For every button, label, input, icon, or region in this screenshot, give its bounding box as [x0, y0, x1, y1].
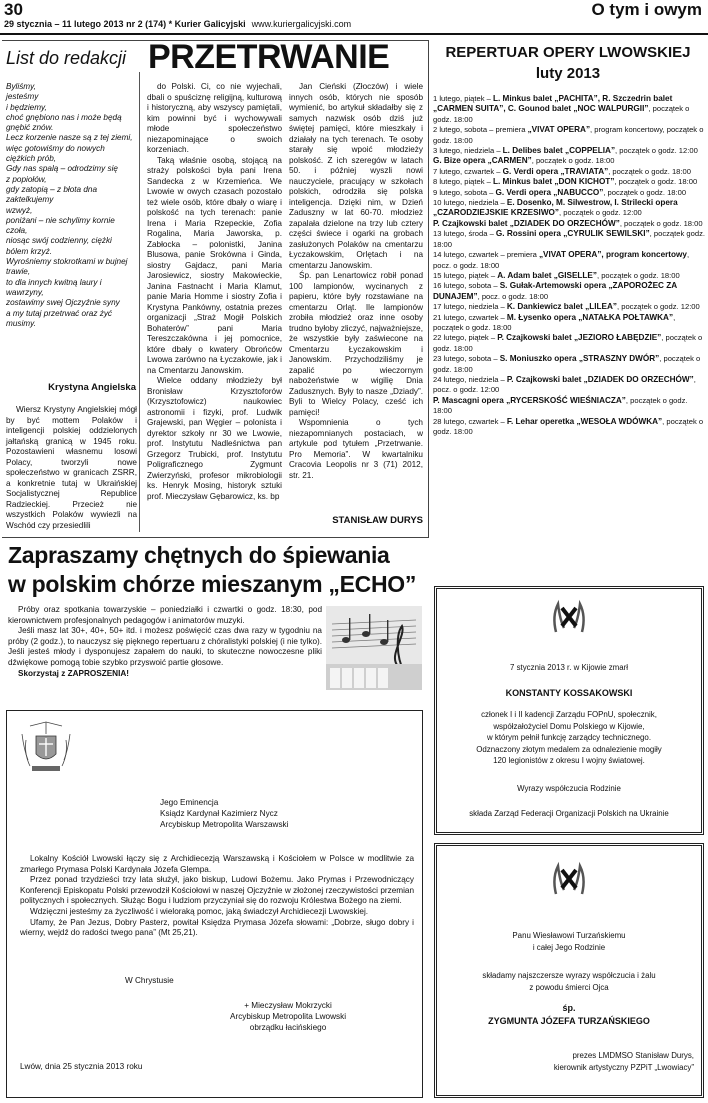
obituary-2-from — [438, 1050, 700, 1073]
repertoire-item — [433, 156, 705, 166]
performance-time: , początek o godz. 18:00 — [614, 177, 698, 187]
performance-title: G. Bize opera „CARMEN” — [433, 156, 532, 166]
repertoire-list — [433, 94, 705, 437]
repertoire-item — [433, 302, 705, 312]
letter-column-3 — [289, 82, 423, 481]
obituary-2-name: ZYGMUNTA JÓZEFA TURZAŃSKIEGO — [488, 1016, 650, 1026]
memorial-cross-icon — [548, 598, 590, 638]
letter-paragraph: Wspomnienia o tych niezapomnianych postaciach, w artykule pod tytułem „Przetrwanie. Pro Memoria”. W kwartalniku Cracovia Leopolis nr 3 (71) 2012, str. 21. — [289, 418, 423, 480]
letter-closing: W Chrystusie — [125, 976, 174, 985]
performance-time: , pocz. o godz. 12:00 — [433, 374, 696, 395]
poem-line: zaktelkujemy — [6, 195, 54, 205]
repertoire-item — [433, 188, 705, 198]
poem-line: więc gotowiśmy do nowych — [6, 143, 105, 153]
performance-title: G. Rossini opera „CYRULIK SEWILSKI” — [495, 229, 650, 239]
performance-date: 28 lutego, czwartek – — [433, 416, 507, 426]
performance-date: 14 lutego, czwartek – premiera — [433, 250, 539, 260]
letter-paragraph: Przez ponad trzydzieści trzy lata służył, jako biskup, Ludowi Bożemu. Jako Prymas i Przewodniczący Konferencji Episkopatu Polski przewodził Kościołowi w naszej Ojczyźnie w złożonej rzeczywistości przemian politycznych i społecznych. Służąc Bogu i ludziom przyczyniał się do rozwoju Królestwa Bożego na ziemi. — [20, 875, 414, 906]
performance-time: , początek o godz. 18:00 — [433, 104, 690, 124]
poem — [6, 82, 136, 329]
performance-time: , początek o godz. 12:00 — [615, 146, 698, 156]
obituary-line: z powodu śmierci Ojca — [529, 982, 609, 992]
performance-title: L. Delibes balet „COPPELIA” — [502, 146, 616, 156]
performance-date: 24 lutego, niedziela – — [433, 374, 507, 384]
recipient-line: Arcybiskup Metropolita Warszawski — [160, 820, 289, 829]
poem-line: niosąc swój codzienny, ciężki — [6, 236, 112, 246]
poem-line: wawrzyny, — [6, 287, 44, 297]
obituary-line: składamy najszczersze wyrazy współczucia i żalu — [482, 971, 656, 980]
performance-time: , początek o godz. 12:00 — [559, 208, 642, 218]
repertoire-item — [433, 198, 705, 219]
poem-line: i będziemy, — [6, 102, 47, 112]
performance-time: , początek o godz. 12:00 — [617, 302, 700, 312]
performance-title: L. Minkus balet „PACHITA”, R. Szczedrin balet „CARMEN SUITA”, C. Gounod balet „NOC WALPURGII” — [433, 94, 673, 114]
performance-time: , początek o godz. 18:00 — [531, 156, 615, 166]
performance-title: K. Dankiewicz balet „LILEA” — [506, 302, 617, 312]
performance-time: , początek o godz. 18:00 — [619, 218, 703, 228]
performance-date: 10 lutego, niedziela – — [433, 198, 507, 208]
performance-time: , początek o godz. 18:00 — [603, 187, 687, 197]
letter-label: List do redakcji — [6, 48, 127, 68]
recipient-line: Ksiądz Kardynał Kazimierz Nycz — [160, 809, 278, 818]
performance-title: G. Verdi opera „NABUCCO” — [495, 187, 604, 197]
repertoire-item — [433, 354, 705, 375]
letter-paragraph: Śp. pan Lenartowicz robił ponad 100 lampionów, wycinanych z papieru, które były rozstawiane na cmentarzu Orląt. Ile lampionów zrobiła młodzież oraz inne osoby trudno byłoby zliczyć, najważniejsze, że wszystkie były zaświecone na Cmentarzu Łyczakowskim i Janowskim. Przychodziliśmy je zapalić po wieczornym nabożeństwie w wigilię Dnia Zadusznych. Były to nasze „Dziady”. Byli to Wielcy Polacy, cześć ich pamięci! — [289, 271, 423, 417]
poem-line: wzwyż, — [6, 205, 33, 215]
performance-title: S. Gułak-Artemowski opera „ZAPOROŻEC ZA DUNAJEM” — [433, 281, 677, 301]
performance-time: , początek o godz. 18:00 — [596, 270, 680, 280]
condolence-letter-body — [20, 854, 414, 939]
choir-title-line2: w polskim chórze mieszanym „ECHO” — [8, 571, 417, 597]
performance-time: , początek o godz. 18:00 — [433, 416, 704, 436]
choir-title-line1: Zapraszamy chętnych do śpiewania — [8, 542, 390, 568]
performance-title: A. Adam balet „GISELLE” — [497, 270, 597, 280]
performance-time: , początek godz. 18:00 — [433, 229, 705, 249]
letter-column-1 — [6, 405, 137, 531]
performance-title: P. Mascagni opera „RYCERSKOŚĆ WIEŚNIACZA” — [433, 395, 626, 405]
poem-line: czoła, — [6, 226, 28, 236]
performance-title: L. Minkus balet „DON KICHOT” — [492, 177, 615, 187]
choir-text — [8, 605, 322, 679]
performance-date: 1 lutego, piątek – — [433, 94, 493, 103]
performance-date: 9 lutego, sobota – — [433, 187, 496, 197]
performance-title: „VIVAT OPERA” — [527, 125, 591, 135]
performance-title: „VIVAT OPERA”, program koncertowy — [538, 250, 687, 260]
repertoire-item — [433, 271, 705, 281]
poem-line: to dla innych kwitną laury i — [6, 277, 102, 287]
poem-author: Krystyna Angielska — [48, 382, 136, 393]
performance-time: , początek o godz. 18:00 — [433, 354, 701, 374]
coat-of-arms-icon — [20, 720, 72, 782]
obituary-1-description — [438, 709, 700, 767]
poem-line: Byliśmy, — [6, 82, 36, 91]
header-rule — [0, 33, 708, 35]
obituary-1-intro: 7 stycznia 2013 r. w Kijowie zmarł — [510, 663, 628, 672]
obituary-1-condolence: Wyrazy współczucia Rodzinie — [517, 784, 621, 793]
poem-line: poniżani – nie schylimy kornie — [6, 215, 115, 225]
obituary-line: współzałożyciel Domu Polskiego w Kijowie, — [493, 721, 645, 731]
poem-line: bólem krzyż. — [6, 246, 52, 256]
performance-date: 16 lutego, sobota – — [433, 281, 500, 291]
poem-line: gdy zatopią – z błota dna — [6, 184, 98, 194]
repertoire-item — [433, 396, 705, 417]
letter-column-2 — [147, 82, 282, 502]
site-url[interactable]: www.kuriergalicyjski.com — [251, 19, 352, 29]
page-number: 30 — [4, 0, 23, 19]
letter-title: PRZETRWANIE — [148, 38, 390, 76]
repertoire-item — [433, 417, 705, 438]
letter-paragraph: do Polski. Ci, co nie wyjechali, dbali o spuściznę religijną, kulturową i historyczną, aby wszyscy pamiętali, kim powinni być i wychowywali młode społeczeństwo niezapominające o swoich korzeniach. — [147, 82, 282, 154]
repertoire-item — [433, 94, 705, 125]
obituary-line: Odznaczony złotym medalem za odnalezienie mogiły — [476, 744, 662, 754]
performance-time: , początek o godz. 18:00 — [608, 166, 691, 176]
signature-line: Arcybiskup Metropolita Lwowski — [230, 1012, 347, 1021]
letter-signer: STANISŁAW DURYS — [332, 515, 423, 526]
obituary-line: prezes LMDMSO Stanisław Durys, — [572, 1051, 694, 1060]
letter-paragraph: Wielce oddany młodzieży był Bronisław Krzysztoforów (Krzysztofowicz) naukowiec astronomii i fizyki, prof. Ludwik Grajewski, pan Węgier – polonista i dyrektor szkoły nr 30 we Lwowie, prof. Instytutu Nadleśnictwa pan Grzegorz Trubicki, prof. Instytutu Poligraficznego Zygmunt Zwierzyński, profesor mikrobiologii ks. Henryk Mosing, historyk sztuki prof. Mieczysław Gębarowicz, ks. bp — [147, 376, 282, 501]
letter-date: Lwów, dnia 25 stycznia 2013 roku — [20, 1062, 143, 1071]
poem-line: Lecz korzenie nasze są z tej ziemi, — [6, 133, 133, 143]
poem-line: z popiołów, — [6, 174, 47, 184]
performance-date: 23 lutego, sobota – — [433, 354, 500, 364]
obituary-2-message — [438, 970, 700, 993]
poem-line: ciężkich prób, — [6, 154, 57, 164]
letter-paragraph: Jan Cieński (Złoczów) i wiele innych osób, których nie sposób wymienić, bo artykuł składałby się z samych nazwisk osób dziś już świętej pamięci, które mieszkały i działały na tych terenach. Te osoby starały się wpoić młodzieży polskość. Z ich szeregów w latach 50. i później wyszli nowi nauczyciele, pracujący w szkołach polskich, odrodziła się polska inteligencja. Dzięki nim, w Dzień Zaduszny w lat 60-70. młodzież zapalała dzielone na trzy lub cztery części świece i ogarki na grobach zasłużonych Polaków na cmentarzu Łyczakowskim, Orlętach i na cmentarzu Janowskim. — [289, 82, 423, 270]
obituary-1-from: składa Zarząd Federacji Organizacji Polskich na Ukrainie — [469, 809, 669, 818]
performance-title: G. Verdi opera „TRAVIATA” — [502, 166, 609, 176]
letter-paragraph: Wdzięczni jesteśmy za życzliwość i wieloraką pomoc, jaką świadczył Archidiecezji Lwowskiej. — [30, 906, 369, 916]
choir-cta: Skorzystaj z ZAPROSZENIA! — [18, 668, 130, 678]
memorial-cross-icon — [548, 860, 590, 900]
issue-info: 29 stycznia – 11 lutego 2013 nr 2 (174) * Kurier Galicyjski — [4, 19, 246, 29]
performance-date: 2 lutego, sobota – premiera — [433, 125, 528, 135]
repertoire-item — [433, 167, 705, 177]
repertoire-title: REPERTUAR OPERY LWOWSKIEJ luty 2013 — [445, 44, 691, 82]
performance-time: , pocz. o godz. 18:00 — [477, 291, 549, 301]
performance-title: S. Moniuszko opera „STRASZNY DWÓR” — [499, 354, 660, 364]
performance-date: 22 lutego, piątek – — [433, 333, 498, 343]
poem-line: zostawimy swej Ojczyźnie syny — [6, 298, 120, 308]
obituary-1-name: KONSTANTY KOSSAKOWSKI — [505, 688, 633, 698]
performance-date: 17 lutego, niedziela – — [433, 302, 507, 312]
obituary-line: 120 legionistów z okresu I wojny światowej. — [493, 756, 645, 765]
repertoire-item — [433, 219, 705, 229]
performance-time: , pocz. o godz. 18:00 — [433, 250, 690, 270]
obituary-2-sp: śp. — [562, 1003, 576, 1013]
poem-line: a my tutaj przetrwać oraz żyć — [6, 308, 113, 318]
performance-title: E. Dosenko, M. Silwestrow, I. Strilecki opera „CZARODZIEJSKIE KRZESIWO” — [433, 198, 678, 218]
performance-date: 21 lutego, czwartek – — [433, 312, 507, 322]
letter-paragraph: Taką właśnie osobą, stojącą na straży polskości była pani Irena Sandecka z w Krzemieńca. We Lwowie w owych czasach pozostało też wiele osób, które dbały o wiarę i polskość na tych terenach: panie Irena i Maria Rzepeckie, Zofia Rogalina, Maria Jaworska, p. Zabłocka – polonistki, Janina Blusowa, panie Srokówna i Ginda, siostry Gajdacz, pani Maria Jarosiewicz, siostry Makowieckie, Janina Fastnacht i Maria Klamut, panie Maria Homme i siostry Zofia i Krystyna Pankówny, ostatnia prezes organizacji „Straż Mogił Polskich Bohaterów” pani Maria Tereszczakówna i jej pomocnice, które dbały o kwatery Obrońców Lwowa zarówno na Łyczakowie, jak i na Cmentarzu Janowskim. — [147, 155, 282, 375]
repertoire-item — [433, 281, 705, 302]
letter-paragraph: Ufamy, że Pan Jezus, Dobry Pasterz, powitał Księdza Prymasa Józefa słowami: „Dobrze, sługo dobry i wierny, wejdź do radości twego pana” (Mt 25,21). — [20, 917, 414, 938]
repertoire-item — [433, 146, 705, 156]
performance-date: 7 lutego, czwartek – — [433, 166, 503, 176]
performance-date: 8 lutego, piątek – — [433, 177, 493, 187]
performance-title: P. Czajkowski balet „DZIADEK DO ORZECHÓW” — [506, 374, 694, 384]
column-divider — [139, 72, 140, 532]
music-notes-icon — [326, 606, 422, 690]
performance-time: , początek o godz. 18:00 — [433, 312, 676, 332]
performance-title: P. Czajkowski balet „JEZIORO ŁABĘDZIE” — [497, 333, 662, 343]
choir-paragraph-2: Jeśli masz lat 30+, 40+, 50+ itd. i możesz poświęcić czas dwa razy w tygodniu na próby (2 godz.), to nauczysz się pięknego repertuaru z chóralistyki polskiej (i nie tylko). Jeśli jesteś młody i dysponujesz zapałem do nauki, to skuteczne nowoczesne pliki dźwiękowe pomogą tobie szybko przyswoić partie głosowe. — [8, 626, 322, 667]
poem-line: trawie, — [6, 267, 31, 277]
performance-time: , początek o godz. 18:00 — [433, 395, 688, 416]
letter-border-right — [428, 40, 429, 537]
recipient-line: Jego Eminencja — [160, 798, 219, 807]
poem-line: Gdy nas spalą – odrodzimy się — [6, 164, 118, 174]
obituary-line: kierownik artystyczny PZPiT „Lwowiacy” — [553, 1062, 694, 1072]
letter-recipient — [160, 797, 288, 830]
poem-line: Wyrośniemy stokrotkami w bujnej — [6, 257, 128, 267]
repertoire-item — [433, 375, 705, 396]
section-title: O tym i owym — [591, 0, 702, 19]
repertoire-item — [433, 229, 705, 250]
performance-title: P. Czajkowski balet „DZIADEK DO ORZECHÓW” — [433, 218, 620, 228]
performance-title: F. Lehar operetka „WESOŁA WDÓWKA” — [506, 416, 663, 426]
obituary-line: w którym pełnił funkcję zarządcy technicznego. — [486, 733, 652, 742]
performance-date: 3 lutego, niedziela – — [433, 146, 503, 156]
choir-paragraph-1: Próby oraz spotkania towarzyskie – poniedziałki i czwartki o godz. 18:30, pod kierownictwem profesjonalnych pedagogów i animatorów muzyki. — [8, 605, 322, 625]
signature-line: + Mieczysław Mokrzycki — [244, 1001, 332, 1010]
poem-line: gnębić znów. — [6, 123, 54, 133]
poem-line: choć gnębiono nas i może będą — [6, 112, 122, 122]
performance-time: , program koncertowy, początek o godz. 18:00 — [433, 125, 704, 145]
poem-line: jesteśmy — [6, 92, 39, 102]
performance-title: M. Łysenko opera „NATAŁKA POŁTAWKA” — [506, 312, 674, 322]
signature-line: obrządku łacińskiego — [249, 1023, 327, 1032]
obituary-line: członek I i II kadencji Zarządu FOPnU, społecznik, — [481, 710, 657, 719]
poem-line: musimy. — [6, 318, 36, 328]
obituary-2-recipient — [438, 930, 700, 953]
choir-border-top — [2, 537, 429, 538]
performance-date: 13 lutego, środa – — [433, 229, 496, 239]
performance-time: , początek o godz. 18:00 — [433, 333, 703, 353]
obituary-line: i całej Jego Rodzinie — [532, 942, 606, 952]
letter-paragraph: Lokalny Kościół Lwowski łączy się z Archidiecezją Warszawską i Kościołem w Polsce w modlitwie za zmarłego Prymasa Polski Kardynała Józefa Glempa. — [20, 854, 414, 874]
repertoire-item — [433, 177, 705, 187]
letter-signature — [230, 1000, 346, 1033]
repertoire-item — [433, 313, 705, 334]
performance-date: 15 lutego, piątek – — [433, 270, 498, 280]
repertoire-item — [433, 125, 705, 146]
obituary-line: Panu Wiesławowi Turzańskiemu — [512, 931, 626, 940]
repertoire-item — [433, 250, 705, 271]
issue-line — [4, 19, 351, 29]
letter-paragraph: Wiersz Krystyny Angielskiej mógł by być mottem Polaków i inteligencji polskiej oddzielonych jałtańską granicą w 1945 roku. Pozostawieni własnemu losowi Polacy, tworzyli nowe społeczeństwo w granicach ZSRR, a konkretnie tutaj w Ukraińskiej Socjalistycznej Republice Radzieckiej. Przecież nie wszystkich Polaków wywiezli na Wschód czy przesiedlili — [6, 405, 137, 530]
repertoire-item — [433, 333, 705, 354]
choir-title — [8, 541, 428, 599]
